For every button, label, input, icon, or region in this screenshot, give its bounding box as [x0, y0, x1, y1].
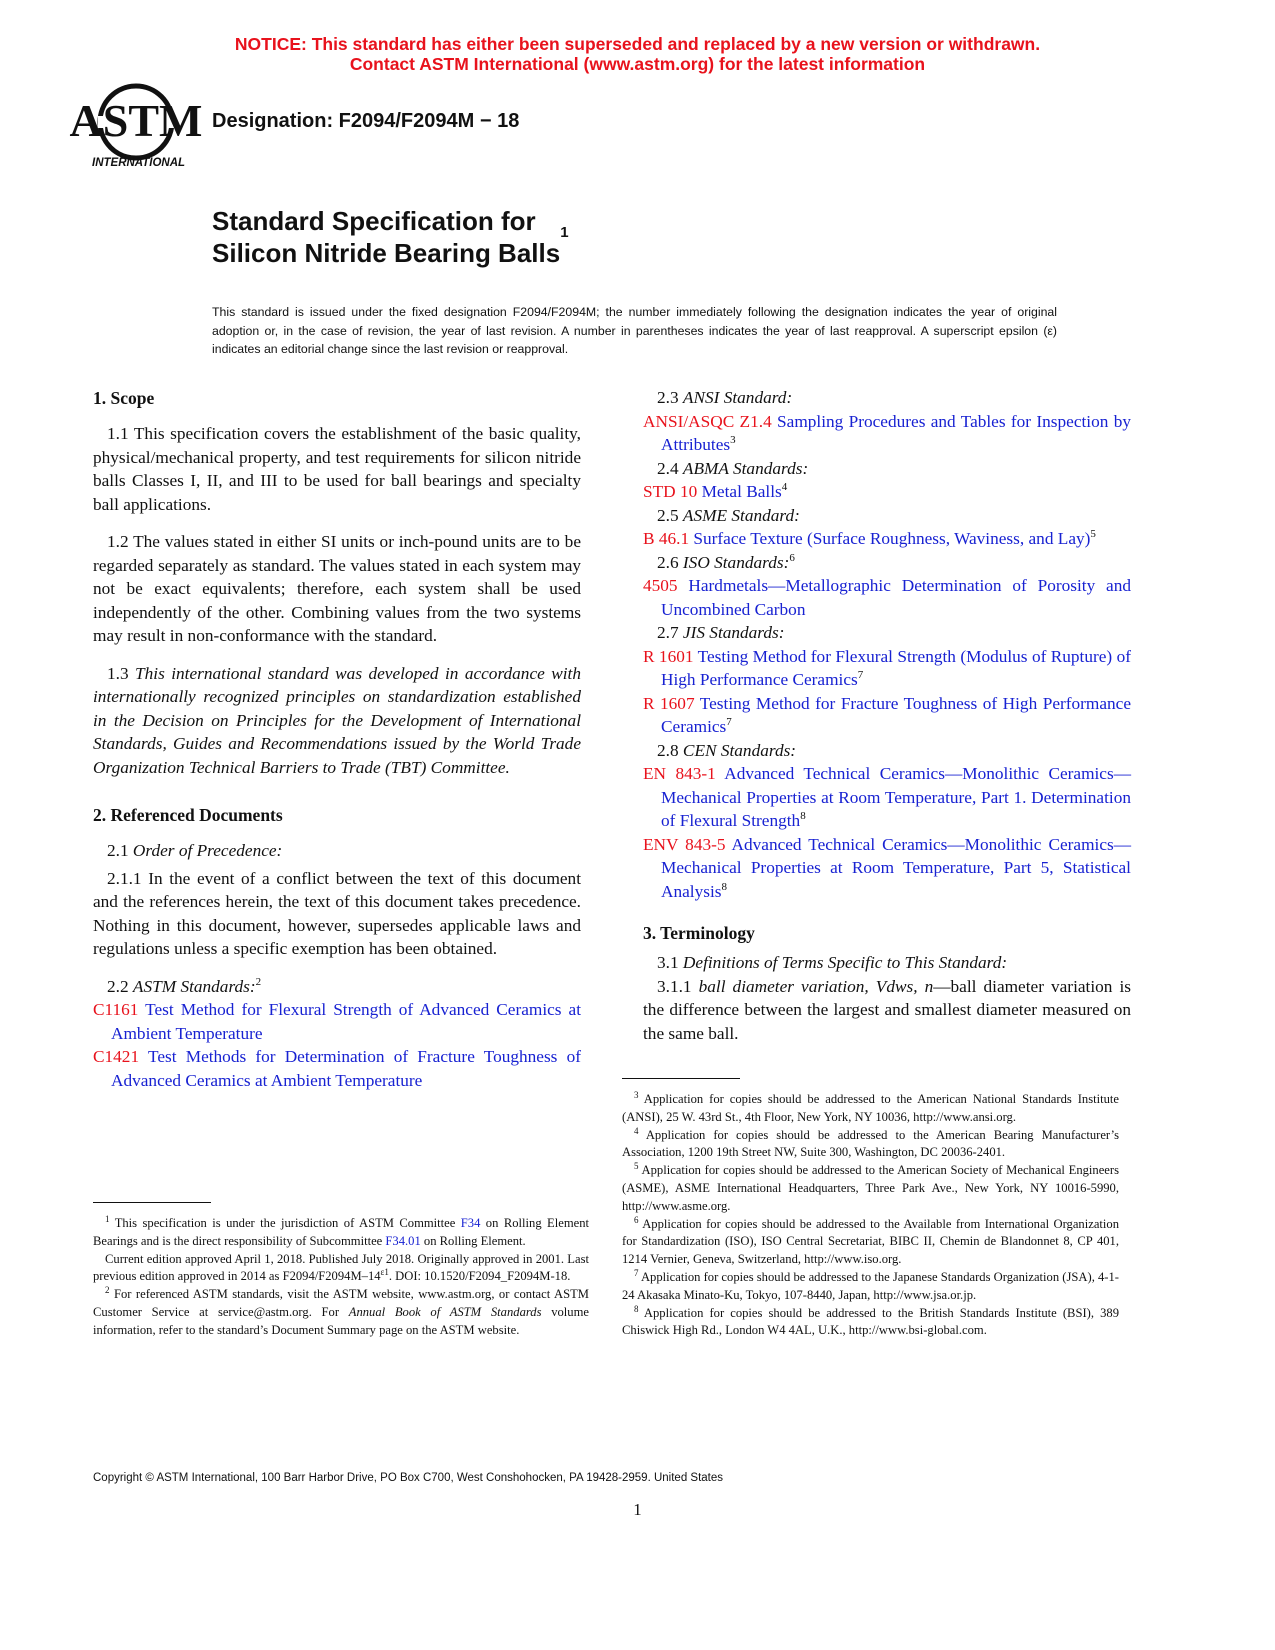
footnote-2-b: volume information, refer to the standard’s Document Summary page on the ASTM website. — [93, 1304, 589, 1337]
para-2-1-text: Order of Precedence: — [132, 841, 283, 860]
footnote-5-text: Application for copies should be addressed to the American Society of Mechanical Engineers (ASME), ASME International Headquarters, Three Park Ave., New York, NY 10016-5990, http://www.asme.org. — [622, 1163, 1119, 1213]
logo-international: INTERNATIONAL — [92, 157, 186, 169]
footnote-ref-8: 8 — [800, 810, 806, 823]
para-2-5-text: ASME Standard: — [682, 505, 800, 525]
footnote-rule — [93, 1202, 211, 1203]
footnote-4-num: 4 — [634, 1125, 639, 1136]
footnote-1-b: on Rolling Element Bearings and is the direct responsibility of Subcommittee — [93, 1216, 589, 1248]
footnote-ref-2: 2 — [255, 975, 262, 988]
footnote-6-num: 6 — [634, 1214, 639, 1225]
footnote-2-italic: Annual Book of ASTM Standards — [348, 1304, 542, 1319]
right-column — [643, 386, 1131, 1045]
para-2-7 — [643, 621, 1131, 645]
ref-en-843-1-title[interactable]: Advanced Technical Ceramics—Monolithic Ceramics—Mechanical Properties at Room Temperature, Part 1. Determination of Flexural Strength — [661, 764, 1131, 830]
ref-jis-r1607-title[interactable]: Testing Method for Fracture Toughness of High Performance Ceramics — [661, 693, 1131, 736]
footnote-1-edition — [93, 1251, 589, 1287]
footnote-6 — [622, 1216, 1119, 1269]
footnote-4 — [622, 1127, 1119, 1163]
footnote-ref-4: 4 — [781, 481, 788, 494]
footnote-7-num: 7 — [634, 1267, 639, 1278]
left-column — [93, 386, 581, 1092]
title-line-1: Standard Specification for — [212, 206, 536, 236]
copyright: Copyright © ASTM International, 100 Barr Harbor Drive, PO Box C700, West Conshohocken, PA 19428-2959. United States — [93, 1472, 724, 1484]
astm-logo-icon — [69, 80, 203, 172]
ref-ansi-title[interactable]: Sampling Procedures and Tables for Inspection by Attributes — [661, 411, 1131, 454]
para-2-7-num: 2.7 — [657, 623, 683, 642]
ref-abma-code[interactable]: STD 10 — [643, 482, 698, 501]
ref-iso[interactable] — [643, 574, 1131, 621]
para-2-3 — [643, 386, 1131, 410]
ref-iso-title[interactable]: Hardmetals—Metallographic Determination of Porosity and Uncombined Carbon — [661, 576, 1131, 619]
footnote-ref-3: 3 — [730, 434, 736, 447]
footnote-2-num: 2 — [105, 1285, 110, 1295]
footnote-8-text: Application for copies should be addressed to the British Standards Institute (BSI), 389 Chiswick High Rd., London W4 4AL, U.K., http://www.bsi-global.com. — [622, 1305, 1119, 1338]
term-ball-diameter-variation: ball diameter variation, Vdws, n — [698, 976, 934, 996]
footnote-ref-7b: 7 — [726, 716, 732, 729]
para-2-4-text: ABMA Standards: — [682, 458, 809, 478]
para-1-3 — [93, 662, 581, 780]
ref-c1421[interactable] — [93, 1045, 581, 1092]
footnote-1-c: on Rolling Element. — [420, 1233, 526, 1248]
preamble: This standard is issued under the fixed designation F2094/F2094M; the number immediately following the designation indicates the year of original adoption or, in the case of revision, the year of last revision. A number in parentheses indicates the year of last reapproval. A superscript epsilon (ε) indicates an editorial change since the last revision or reapproval. — [212, 305, 1057, 356]
title-line-2: Silicon Nitride Bearing Balls — [212, 238, 561, 268]
section-2-heading: 2. Referenced Documents — [93, 805, 283, 825]
para-1-3-num: 1.3 — [107, 663, 136, 683]
para-2-6-num: 2.6 — [657, 552, 683, 572]
ref-en-843-1-code[interactable]: EN 843-1 — [643, 764, 716, 783]
footnote-1-num: 1 — [105, 1213, 110, 1224]
para-2-5 — [643, 504, 1131, 528]
para-2-6-text: ISO Standards: — [682, 552, 790, 572]
footnote-1 — [93, 1215, 589, 1251]
ref-ansi[interactable] — [643, 410, 1131, 457]
ref-asme-title[interactable]: Surface Texture (Surface Roughness, Waviness, and Lay) — [689, 529, 1091, 548]
ref-env-843-5-title[interactable]: Advanced Technical Ceramics—Monolithic Ceramics—Mechanical Properties at Room Temperature, Part 5, Statistical Analysis — [661, 834, 1131, 901]
footnote-3 — [622, 1091, 1119, 1127]
para-1-3-text: This international standard was developed in accordance with internationally recognized principles on standardization established in the Decision on Principles for the Development of International Standards, Guides and Recommendations issued by the World Trade Organization Technical Barriers to Trade (TBT) Committee. — [93, 663, 581, 777]
footnote-ref-5: 5 — [1090, 528, 1096, 541]
footnote-rule-right — [622, 1078, 740, 1079]
para-2-7-text: JIS Standards: — [682, 623, 785, 642]
ref-c1421-code[interactable]: C1421 — [93, 1047, 140, 1066]
para-3-1 — [643, 951, 1131, 975]
ref-jis-r1601[interactable] — [643, 645, 1131, 692]
document-title — [212, 205, 569, 269]
footnote-1-a: This specification is under the jurisdiction of ASTM Committee — [109, 1216, 461, 1230]
right-footnotes — [622, 1078, 1119, 1340]
para-1-2: 1.2 The values stated in either SI units or inch-pound units are to be regarded separately as standard. The values stated in each system may not be exact equivalents; therefore, each system shall be used independently of the other. Combining values from the two systems may result in non-conformance with the standard. — [93, 532, 581, 645]
para-1-1: 1.1 This specification covers the establishment of the basic quality, physical/mechanical property, and test requirements for silicon nitride balls Classes I, II, and III to be used for ball bearings and specialty ball applications. — [93, 424, 581, 514]
footnote-1-edition-b: . DOI: 10.1520/F2094_F2094M-18. — [388, 1269, 571, 1284]
footnote-3-num: 3 — [634, 1089, 639, 1100]
para-3-1-text: Definitions of Terms Specific to This Standard: — [682, 953, 1008, 972]
footnote-4-text: Application for copies should be addressed to the American Bearing Manufacturer’s Association, 1200 19th Street NW, Suite 300, Washington, DC 20036-2401. — [622, 1127, 1119, 1160]
footnote-7-text: Application for copies should be addressed to the Japanese Standards Organization (JSA), 4-1-24 Akasaka Minato-Ku, Tokyo, 107-8440, Japan, http://www.jsa.or.jp. — [622, 1269, 1119, 1302]
para-2-2-text: ASTM Standards: — [132, 976, 256, 996]
ref-jis-r1601-title[interactable]: Testing Method for Flexural Strength (Modulus of Rupture) of High Performance Ceramics — [661, 646, 1131, 689]
withdrawal-notice — [0, 34, 1275, 74]
ref-asme-code[interactable]: B 46.1 — [643, 529, 690, 548]
ref-c1161-code[interactable]: C1161 — [93, 1000, 139, 1019]
para-2-3-text: ANSI Standard: — [682, 388, 793, 407]
ref-c1161-title[interactable]: Test Method for Flexural Strength of Advanced Ceramics at Ambient Temperature — [111, 1000, 581, 1043]
notice-line-1: NOTICE: This standard has either been superseded and replaced by a new version or withdrawn. — [234, 34, 1041, 54]
ref-jis-r1607[interactable] — [643, 692, 1131, 739]
section-3-heading: 3. Terminology — [643, 923, 755, 943]
para-2-3-num: 2.3 — [657, 388, 683, 407]
footnote-8-num: 8 — [634, 1303, 639, 1314]
para-2-1-1: 2.1.1 In the event of a conflict between the text of this document and the references herein, the text of this document takes precedence. Nothing in this document, however, supersedes applicable laws and regulations unless a specific exemption has been obtained. — [93, 868, 581, 958]
footnote-2-a: For referenced ASTM standards, visit the ASTM website, www.astm.org, or contact ASTM Customer Service at service@astm.org. For — [93, 1287, 589, 1319]
footnote-ref-6: 6 — [789, 551, 795, 564]
footnote-7 — [622, 1269, 1119, 1305]
ref-c1161[interactable] — [93, 998, 581, 1045]
ref-ansi-code[interactable]: ANSI/ASQC Z1.4 — [643, 411, 772, 431]
footnote-1-epsilon: ε1 — [380, 1267, 389, 1278]
ref-jis-r1607-code[interactable]: R 1607 — [643, 693, 695, 713]
ref-env-843-5[interactable] — [643, 833, 1131, 904]
footnote-ref-7: 7 — [857, 669, 864, 682]
footnote-6-text: Application for copies should be addressed to the Available from International Organization for Standardization (ISO), ISO Central Secretariat, BIBC II, Chemin de Blandonnet 8, CP 401, 1214 Vernier, Geneva, Switzerland, http://www.iso.org. — [622, 1216, 1119, 1267]
footnote-ref-8b: 8 — [721, 880, 727, 893]
ref-abma-title[interactable]: Metal Balls — [697, 482, 782, 501]
para-2-1-num: 2.1 — [107, 841, 133, 860]
para-3-1-1 — [643, 975, 1131, 1046]
para-2-8-text: CEN Standards: — [682, 740, 797, 760]
footnote-2 — [93, 1286, 589, 1339]
para-2-6 — [643, 551, 1131, 575]
ref-iso-code[interactable]: 4505 — [643, 576, 678, 595]
term-definition: —ball diameter variation is the difference between the largest and smallest diameter measured on the same ball. — [643, 976, 1132, 1043]
ref-en-843-1[interactable] — [643, 762, 1131, 833]
footnote-8 — [622, 1305, 1119, 1341]
page-number: 1 — [633, 1500, 642, 1519]
subcommittee-link-f34-01[interactable]: F34.01 — [385, 1233, 421, 1248]
para-2-4 — [643, 457, 1131, 481]
ref-env-843-5-code[interactable]: ENV 843-5 — [643, 834, 726, 854]
para-2-8-num: 2.8 — [657, 740, 683, 760]
committee-link-f34[interactable]: F34 — [460, 1216, 481, 1230]
section-1-heading: 1. Scope — [93, 388, 155, 408]
footnote-1-edition-a: Current edition approved April 1, 2018. Published July 2018. Originally approved in 2001. Last previous edition approved in 2014 as F2094/F2094M–14 — [93, 1251, 589, 1284]
notice-line-2: Contact ASTM International (www.astm.org) for the latest information — [349, 54, 926, 74]
para-2-2 — [93, 975, 581, 999]
left-footnotes — [93, 1202, 589, 1340]
astm-logo — [69, 80, 203, 172]
para-3-1-1-num: 3.1.1 — [657, 976, 699, 996]
designation: Designation: F2094/F2094M − 18 — [212, 110, 520, 132]
logo-letters: ASTM — [69, 95, 203, 146]
para-2-5-num: 2.5 — [657, 505, 683, 525]
footnote-3-text: Application for copies should be addressed to the American National Standards Institute (ANSI), 25 W. 43rd St., 4th Floor, New York, NY 10036, http://www.ansi.org. — [622, 1092, 1119, 1124]
para-2-1 — [93, 839, 581, 863]
title-footnote-mark: 1 — [560, 224, 569, 241]
para-2-8 — [643, 739, 1131, 763]
para-2-2-num: 2.2 — [107, 976, 133, 996]
footnote-5 — [622, 1162, 1119, 1215]
ref-abma[interactable] — [643, 480, 1131, 504]
para-2-4-num: 2.4 — [657, 458, 683, 478]
ref-asme[interactable] — [643, 527, 1131, 551]
ref-jis-r1601-code[interactable]: R 1601 — [643, 646, 694, 666]
para-3-1-num: 3.1 — [657, 953, 683, 972]
footnote-5-num: 5 — [634, 1161, 639, 1171]
ref-c1421-title[interactable]: Test Methods for Determination of Fracture Toughness of Advanced Ceramics at Ambient Temperature — [111, 1047, 581, 1090]
